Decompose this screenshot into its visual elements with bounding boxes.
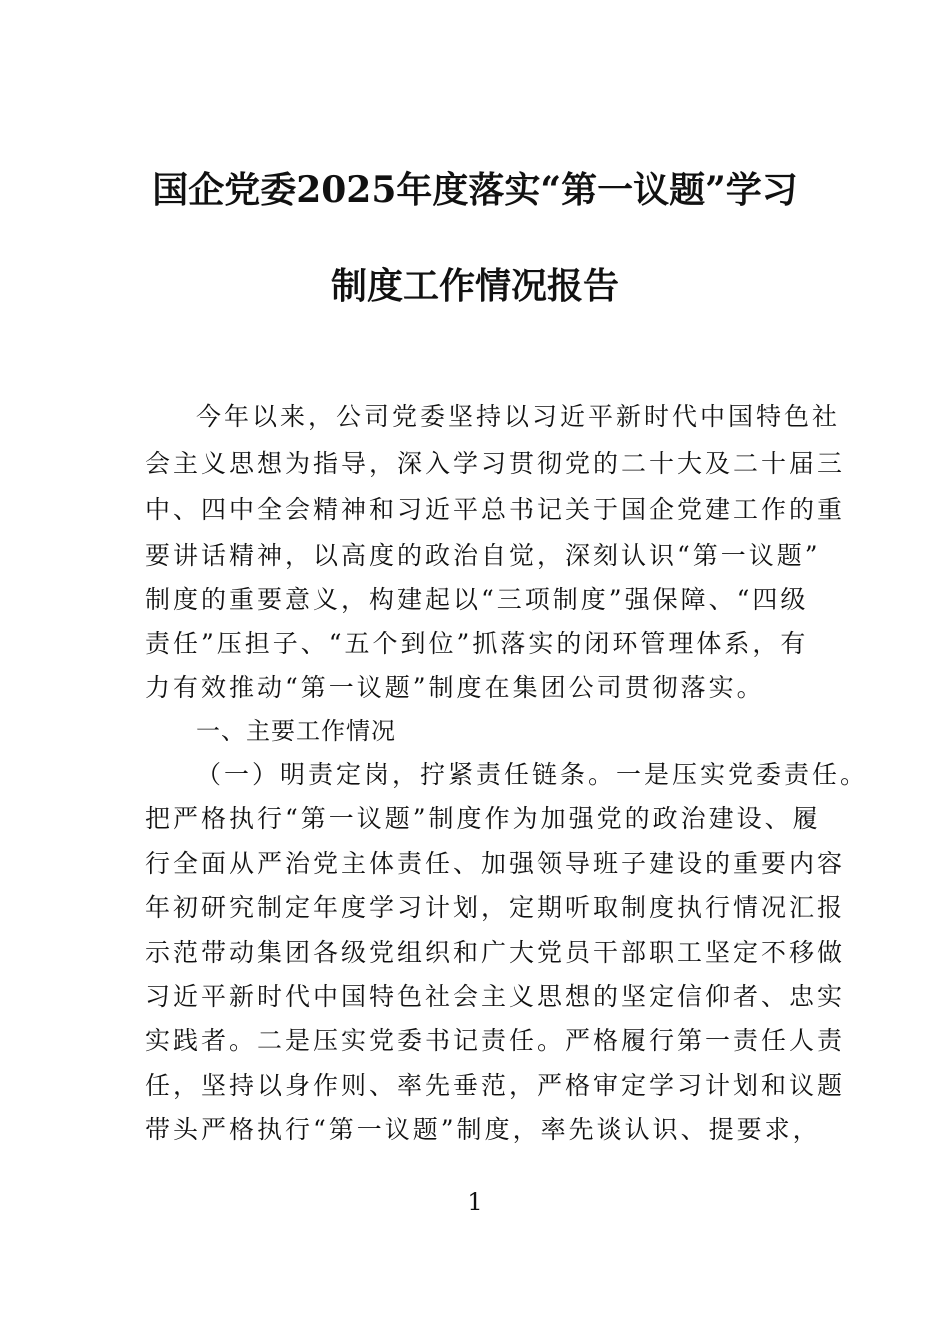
body-line: 行全面从严治党主体责任、加强领导班子建设的重要内容 bbox=[145, 849, 846, 878]
body-line: 要讲话精神，以高度的政治自觉，深刻认识“第一议题” bbox=[145, 541, 821, 570]
body-line: 把严格执行“第一议题”制度作为加强党的政治建设、履 bbox=[145, 804, 821, 833]
body-line: 制度的重要意义，构建起以“三项制度”强保障、“四级 bbox=[145, 585, 809, 614]
body-line: 力有效推动“第一议题”制度在集团公司贯彻落实。 bbox=[145, 673, 765, 702]
body-line: 实践者。二是压实党委书记责任。严格履行第一责任人责 bbox=[145, 1026, 846, 1055]
body-line: 带头严格执行“第一议题”制度，率先谈认识、提要求， bbox=[145, 1115, 821, 1144]
body-line: 示范带动集团各级党组织和广大党员干部职工坚定不移做 bbox=[145, 938, 846, 967]
body-line: 任，坚持以身作则、率先垂范，严格审定学习计划和议题 bbox=[145, 1071, 846, 1100]
section-heading: 一、主要工作情况 bbox=[196, 717, 396, 745]
body-line: 年初研究制定年度学习计划，定期听取制度执行情况汇报 bbox=[145, 893, 846, 922]
body-line: 会主义思想为指导，深入学习贯彻党的二十大及二十届三 bbox=[145, 449, 846, 478]
body-line: （一）明责定岗，拧紧责任链条。一是压实党委责任。 bbox=[196, 760, 869, 789]
body-line: 责任”压担子、“五个到位”抓落实的闭环管理体系，有 bbox=[145, 629, 809, 658]
document-title-line-2: 制度工作情况报告 bbox=[330, 265, 619, 307]
document-title-line-1: 国企党委2025年度落实“第一议题”学习 bbox=[152, 169, 798, 211]
page-number: 1 bbox=[467, 1188, 483, 1216]
body-line: 中、四中全会精神和习近平总书记关于国企党建工作的重 bbox=[145, 495, 846, 524]
body-line: 今年以来，公司党委坚持以习近平新时代中国特色社 bbox=[196, 402, 841, 431]
body-line: 习近平新时代中国特色社会主义思想的坚定信仰者、忠实 bbox=[145, 982, 846, 1011]
